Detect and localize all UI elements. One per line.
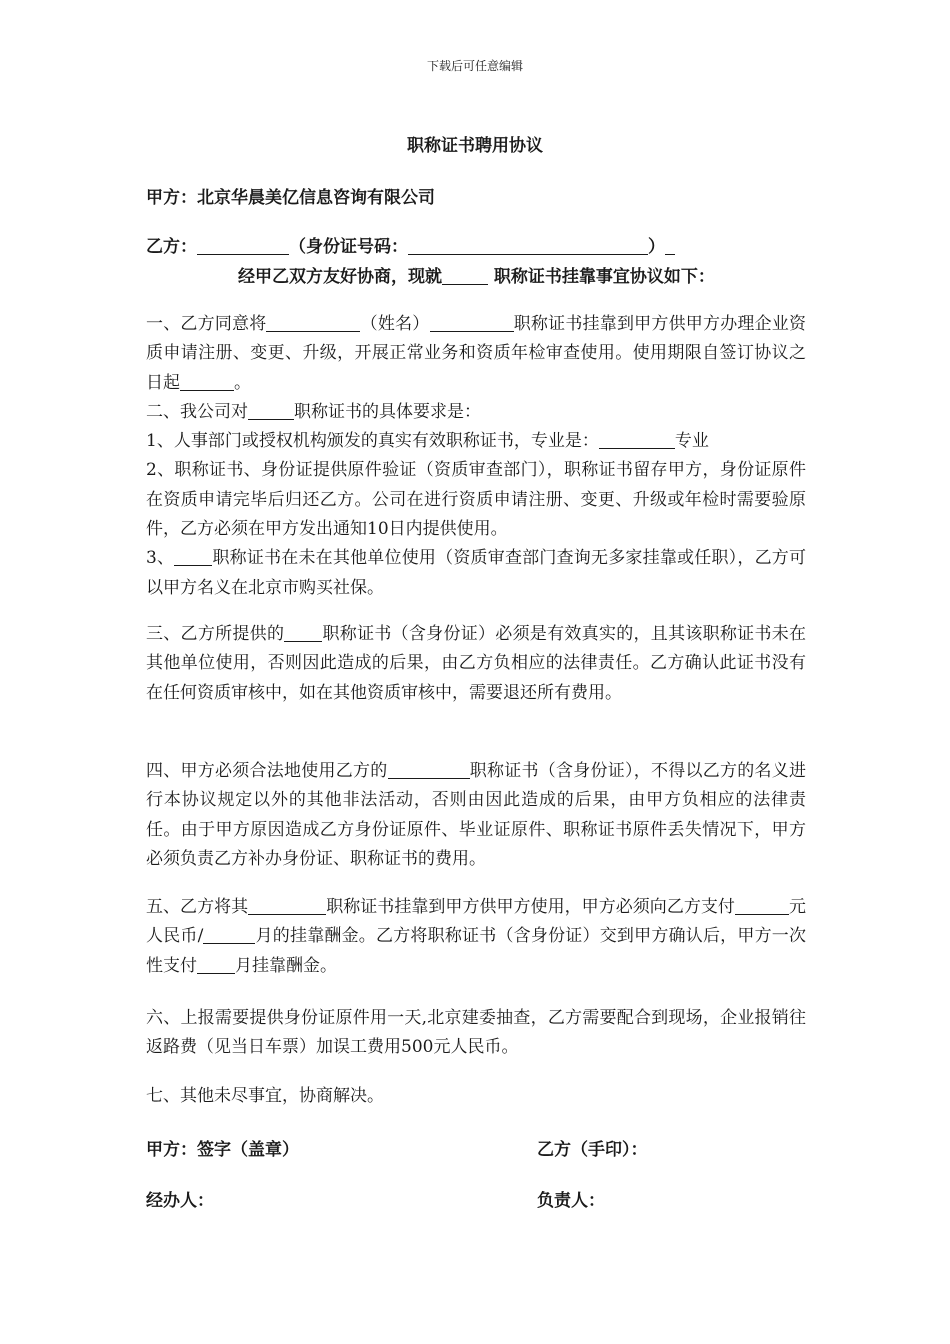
clause-2-item-2: 2、职称证书、身份证提供原件验证（资质审查部门），职称证书留存甲方，身份证原件在资质申请完毕后归还乙方。公司在进行资质申请注册、变更、升级或年检时需要验原件，乙方必须在甲方发出通知10日内提供使用。 [146, 460, 806, 540]
clause-6: 六、上报需要提供身份证原件用一天,北京建委抽查，乙方需要配合到现场，企业报销往返路费（见当日车票）加误工费用500元人民币。 [146, 1008, 806, 1058]
party-b-name-blank [197, 237, 289, 255]
party-b-id-label: （身份证号码： [289, 237, 408, 257]
clause-2-item-1: 1、人事部门或授权机构颁发的真实有效职称证书，专业是： 专业 [146, 431, 709, 452]
party-a-name: 北京华晨美亿信息咨询有限公司 [197, 188, 435, 208]
party-b-line [146, 232, 675, 257]
clause-2-item-3: 3、 职称证书在未在其他单位使用（资质审查部门查询无多家挂靠或任职），乙方可以甲方名义在北京市购买社保。 [146, 548, 806, 598]
clause-2: 二、我公司对 职称证书的具体要求是： [146, 401, 481, 422]
signature-responsible: 负责人： [537, 1191, 605, 1211]
party-a-line [146, 183, 435, 208]
signature-party-b: 乙方（手印）： [537, 1140, 648, 1160]
intro-text-2: 职称证书挂靠事宜协议如下： [493, 267, 715, 287]
document-title: 职称证书聘用协议 [407, 136, 543, 156]
signature-party-a: 甲方：签字（盖章） [146, 1140, 299, 1160]
party-b-id-close: ） [648, 237, 665, 257]
party-b-id-blank [408, 237, 648, 255]
clause-5: 五、乙方将其 职称证书挂靠到甲方供甲方使用，甲方必须向乙方支付 元人民币/ 月的挂靠酬金。乙方将职称证书（含身份证）交到甲方确认后，甲方一次性支付 月挂靠酬金。 [146, 897, 807, 976]
clause-7: 七、其他未尽事宜，协商解决。 [146, 1086, 384, 1106]
party-b-label: 乙方： [146, 237, 197, 257]
intro-blank [442, 267, 488, 285]
party-b-tail-blank [665, 237, 675, 255]
intro-text-1: 经甲乙双方友好协商，现就 [238, 267, 442, 287]
intro-line [238, 262, 715, 287]
clause-3: 三、乙方所提供的 职称证书（含身份证）必须是有效真实的，且其该职称证书未在其他单位使用，否则因此造成的后果，由乙方负相应的法律责任。乙方确认此证书没有在任何资质审核中，如在其他资质审核中，需要退还所有费用。 [146, 624, 807, 703]
clause-1: 一、乙方同意将 （姓名） 职称证书挂靠到甲方供甲方办理企业资质申请注册、变更、升级，开展正常业务和资质年检审查使用。使用期限自签订协议之日起 。 [146, 314, 807, 393]
clauses-1-2 [146, 310, 806, 603]
party-a-label: 甲方： [146, 188, 197, 208]
clause-4: 四、甲方必须合法地使用乙方的 职称证书（含身份证），不得以乙方的名义进行本协议规定以外的其他非法活动，否则由因此造成的后果，由甲方负相应的法律责任。由于甲方原因造成乙方身份证原件、毕业证原件、职称证书原件丢失情况下，甲方必须负责乙方补办身份证、职称证书的费用。 [146, 761, 806, 869]
signature-handler: 经办人： [146, 1191, 214, 1211]
header-note: 下载后可任意编辑 [426, 59, 523, 73]
